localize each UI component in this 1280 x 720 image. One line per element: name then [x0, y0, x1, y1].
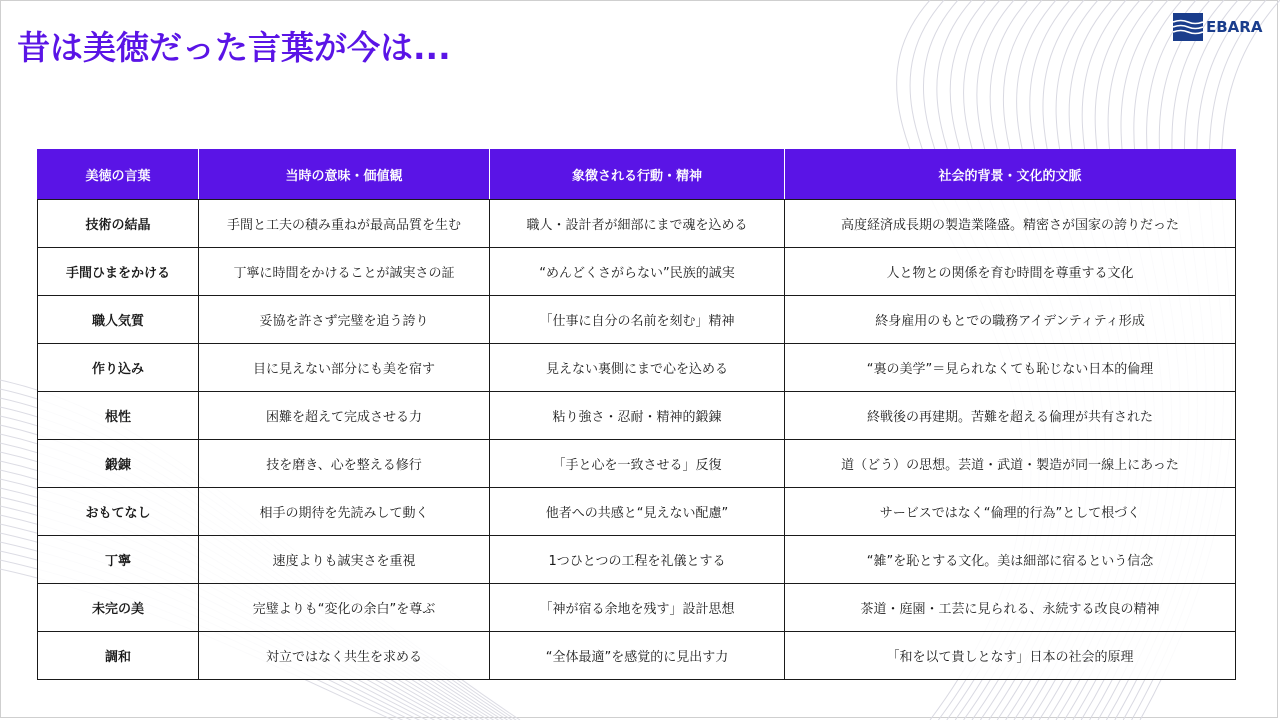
cell-virtue-word: 作り込み: [38, 344, 199, 392]
table-header-row: [38, 150, 1236, 200]
cell-meaning: 速度よりも誠実さを重視: [199, 536, 490, 584]
cell-virtue-word: 未完の美: [38, 584, 199, 632]
cell-context: “雑”を恥とする文化。美は細部に宿るという信念: [785, 536, 1236, 584]
cell-meaning: 対立ではなく共生を求める: [199, 632, 490, 680]
cell-virtue-word: 技術の結晶: [38, 200, 199, 248]
cell-behavior: 他者への共感と“見えない配慮”: [490, 488, 785, 536]
ebara-logo: [1173, 12, 1267, 42]
cell-context: 人と物との関係を育む時間を尊重する文化: [785, 248, 1236, 296]
cell-virtue-word: おもてなし: [38, 488, 199, 536]
cell-context: 終身雇用のもとでの職務アイデンティティ形成: [785, 296, 1236, 344]
cell-meaning: 困難を超えて完成させる力: [199, 392, 490, 440]
cell-behavior: 職人・設計者が細部にまで魂を込める: [490, 200, 785, 248]
table-row: [38, 536, 1236, 584]
cell-meaning: 丁寧に時間をかけることが誠実さの証: [199, 248, 490, 296]
table-row: [38, 584, 1236, 632]
cell-virtue-word: 根性: [38, 392, 199, 440]
cell-virtue-word: 職人気質: [38, 296, 199, 344]
table-row: [38, 200, 1236, 248]
table-row: [38, 344, 1236, 392]
table-row: [38, 296, 1236, 344]
cell-context: 「和を以て貴しとなす」日本の社会的原理: [785, 632, 1236, 680]
column-header-behavior: 象徴される行動・精神: [490, 150, 785, 200]
cell-behavior: 見えない裏側にまで心を込める: [490, 344, 785, 392]
cell-context: 終戦後の再建期。苦難を超える倫理が共有された: [785, 392, 1236, 440]
cell-virtue-word: 手間ひまをかける: [38, 248, 199, 296]
cell-behavior: 「仕事に自分の名前を刻む」精神: [490, 296, 785, 344]
logo-text: EBARA: [1206, 18, 1263, 36]
cell-meaning: 手間と工夫の積み重ねが最高品質を生む: [199, 200, 490, 248]
column-header-context: 社会的背景・文化的文脈: [785, 150, 1236, 200]
cell-context: 高度経済成長期の製造業隆盛。精密さが国家の誇りだった: [785, 200, 1236, 248]
cell-behavior: 「神が宿る余地を残す」設計思想: [490, 584, 785, 632]
cell-behavior: 「手と心を一致させる」反復: [490, 440, 785, 488]
column-header-meaning: 当時の意味・価値観: [199, 150, 490, 200]
cell-virtue-word: 調和: [38, 632, 199, 680]
cell-meaning: 技を磨き、心を整える修行: [199, 440, 490, 488]
cell-behavior: “全体最適”を感覚的に見出す力: [490, 632, 785, 680]
table-row: [38, 632, 1236, 680]
ebara-logo-mark-icon: [1173, 13, 1203, 41]
cell-virtue-word: 鍛錬: [38, 440, 199, 488]
cell-context: 道（どう）の思想。芸道・武道・製造が同一線上にあった: [785, 440, 1236, 488]
table-row: [38, 440, 1236, 488]
table-row: [38, 248, 1236, 296]
cell-meaning: 相手の期待を先読みして動く: [199, 488, 490, 536]
table-row: [38, 392, 1236, 440]
cell-behavior: 粘り強さ・忍耐・精神的鍛錬: [490, 392, 785, 440]
cell-context: サービスではなく“倫理的行為”として根づく: [785, 488, 1236, 536]
column-header-virtue-word: 美徳の言葉: [38, 150, 199, 200]
cell-meaning: 目に見えない部分にも美を宿す: [199, 344, 490, 392]
cell-meaning: 妥協を許さず完璧を追う誇り: [199, 296, 490, 344]
page-title: 昔は美徳だった言葉が今は...: [17, 28, 451, 67]
cell-behavior: 1つひとつの工程を礼儀とする: [490, 536, 785, 584]
cell-behavior: “めんどくさがらない”民族的誠実: [490, 248, 785, 296]
cell-context: 茶道・庭園・工芸に見られる、永続する改良の精神: [785, 584, 1236, 632]
cell-virtue-word: 丁寧: [38, 536, 199, 584]
cell-meaning: 完璧よりも“変化の余白”を尊ぶ: [199, 584, 490, 632]
table-row: [38, 488, 1236, 536]
virtue-words-table: [37, 149, 1236, 680]
cell-context: “裏の美学”＝見られなくても恥じない日本的倫理: [785, 344, 1236, 392]
